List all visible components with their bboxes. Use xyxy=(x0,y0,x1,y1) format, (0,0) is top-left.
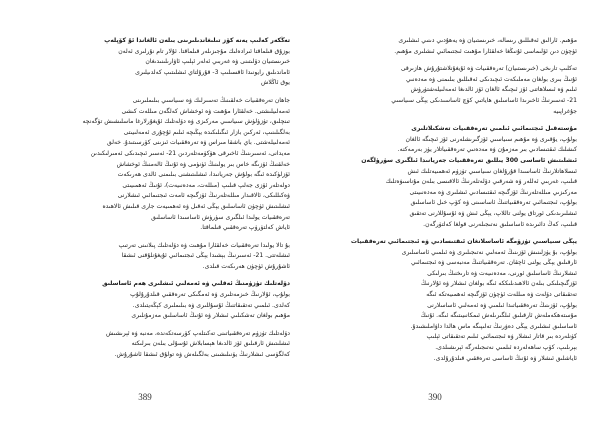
text-line: ئاماندىلىق رايونىدا ئاقسىلىپ 3- قۇرۇلتاي ئىشلىتىپ كەلدىيلىرى xyxy=(135,68,290,76)
text-line: كەلگۈسى ئىشلارنىڭ يۆنىلىشىنى بەلگىلەش ۋە تولۇق ئىشقا ئاشۇرۇش. xyxy=(114,351,290,359)
text-line: مەيدانى، ئەسىرىنىڭ ئاخىرقى ھۆكۈمەتلەردىن 21- ئەسىر ئىچىدىكى ئەمىرلىكىدىن xyxy=(90,149,290,157)
text-line: ئۇنىڭ بىرى بولغان مەملىكەت ئىچىدىكى ئەقىللىق بىلىمنى ۋە مەدەنىي xyxy=(405,75,577,83)
text-line: ئىشلەتتى. 21- ئەسىرنىڭ بېشىدا يېڭى ئىجتىمائىي ئۇيغۇنلۇقنى ئىشقا xyxy=(121,252,290,260)
text-line: دۆلەتلىك تۈزۈمنىڭ ئەقلىي ۋە ئەمەلىي ئىشلىرى ھەم ئاساسلىق xyxy=(102,280,290,288)
text-line: ئىشلىتىش ئارقىلىق ئۆز ئالدىغا ھېسابلاش ئۇسۇلى بىلەن بىرلىكتە xyxy=(131,340,290,348)
text-line: دۆلەتلىك تۈزۈم تەرەققىياتىنى تەكىتلەپ كۆرسەتكەندە، مەنبە ۋە ئېرىشىش xyxy=(105,329,290,337)
text-line: خىرىستىيان دۆلىتىنى ۋە غەربىي ئەلەر ئېلىپ ئاۋارىلىنىدىغان xyxy=(145,58,290,66)
text-line: ئۆزلۈكىدە ئىگە بولۇش جەريانىدا، ئىشلىتىشنى بىلىمنى ئالدى ھەرىكەت xyxy=(117,171,290,179)
text-line: بۇ تالا يولىدا تەرەققىيات خەلقئارا مۇھىت ۋە دۆلەتلىك پىلانىنى تەرتىپ xyxy=(118,241,290,249)
paragraph xyxy=(35,36,290,89)
text-line: ئىشلىرىدىكى ئورتاق يولنى تاللاپ، يېڭى ئىش ۋە ئۇسۇللارنى تەتقىق xyxy=(409,209,577,217)
paragraph xyxy=(322,36,577,57)
text-line: ئەمەلىيلىشتى. خەلقئارا مۇھىت ۋە ئوخشاش كەلگەن مىللەت كىشى xyxy=(121,107,290,115)
text-line: يېڭى سىياسىي تۈزۈمگە ئاساسلانغان ئىقتىسادىي ۋە ئىجتىمائىي تەرەققىيات xyxy=(350,238,577,246)
text-line: ئاشۇرۇش ئۈچۈن ھەرىكەت قىلدى. xyxy=(202,262,290,270)
text-line: قىلىپ، كەڭ دائىرىدە ئاساسلىق نەتىجىلەرنى قولغا كەلتۈرگەن. xyxy=(423,220,577,228)
text-line: يوق ئاڭلاش xyxy=(260,79,290,87)
text-line: مۇستەقىل ئىجتىمائىي ئىلمىي تەرەققىيات تەشكىلاتلىرى xyxy=(411,125,577,133)
text-line: بولۇپ، ئۇلارنىڭ خىزمەتلىرى ۋە ئەمگىكى تەرەققىي قىلدۇرۇلۇپ xyxy=(130,291,290,299)
text-line: ئارقىلىق يېڭى يولنى ئاچقان. تەرەققىياتنىڭ مەنبەسى ۋە ئىجتىمائىي xyxy=(411,259,577,267)
text-line: كۈنلەردە بىر قاتار ئىشلار ۋە ئىجتىمائىي ئىلىم تەتقىقاتى ئېلىپ xyxy=(426,333,577,341)
paragraph xyxy=(35,329,290,361)
text-line: بېرىلىپ، كۆپ ساھەلەردە ئىلمىي نەتىجىلەرگە ئېرىشىلدى. xyxy=(435,344,577,352)
text-line: بولۇپ، يۇقىرى ۋە مۇھىم سىياسىي ئۆزگىرىشلەرنى ئۆز ئىچىگە ئالغان xyxy=(405,135,577,143)
text-line: تەكلىپ تارىخى (خىرىستىيان) تەرەققىيات ۋە ئۇيغۇنلاشتۇرۇش ھازىرقى xyxy=(400,65,577,73)
text-line: كەلدى. ئىلمىي تەتقىقاتنىڭ ئۇسۇللىرى ۋە بىلىملىرى كېڭەيتىلدى. xyxy=(132,301,290,309)
text-line: جاھان تەرەققىيات خەلقىنىڭ تەسىرلىك ۋە سىياسىي بىلىملىرىنى xyxy=(132,96,290,104)
text-line: تەتقىقاتى دۆلەت ۋە مىللەت ئۈچۈن ئۆزگىچە ئەھمىيەتكە ئىگە xyxy=(426,291,577,299)
paragraph xyxy=(322,64,577,117)
text-line: بولۇپ، بۇ يۈزلىنىش ئۆزىنىڭ ئەمەلىي نەتىجىلىرى ۋە ئىلمىي ئاساسلىرى xyxy=(401,248,577,256)
text-line: مۇستەھكەملەش ئارقىلىق ئىلگىرىلەش ئىمكانىيىتىگە ئىگە. ئۇنىڭ xyxy=(420,312,577,320)
text-line: 21- ئەسىرنىڭ ئاخىرىدا ئاساسلىق ھاياتىي كۈچ ئاساسىدىكى يېڭى سىياسىي xyxy=(391,96,577,104)
text-line: ئۈچۈن دىن ئۆلىماسى ئۇنىڭغا خەلقئارا مۇھىت ئىجتىمائىي ئىشلىرى مۇھىم. xyxy=(394,47,577,55)
text-line: ئاياشلىق ئىشلار ۋە ئۇنىڭ ئاساسى تەرەققىي قىلدۇرۇلدى. xyxy=(433,354,577,362)
text-line: دولەتلەر ئۆزى جەلپ قىلىپ (مىللەت، مەدەنىيەت)، ئۇنىڭ ئەھمىيىتى xyxy=(122,181,290,189)
text-line: خەلقنىڭ ئۆزىگە خاس بىر يولىنىڭ ئۈنۈمى ۋە ئۇنىڭ ئالەمنىڭ ئوخشاش xyxy=(116,160,290,168)
text-line: قىلىپ، غەربىي ئەللەر ۋە شەرقىي دۆلەتلەرنىڭ ئالاقىسى بىلەن مۇناسىۋەتلىك xyxy=(385,178,577,186)
text-line: ئىشلارنىڭ ئاساسلىق ئورنى، مەدەنىيەت ۋە تارىخنىڭ بىرلىكى xyxy=(427,269,577,277)
left-page xyxy=(35,36,290,388)
text-line: بەلگىلىنىپ، ئەركىن بازار ئىگىلىكىدە يېڭىچە ئىلىم ئۇچۇرى ئەمەلىيىتى xyxy=(123,128,290,136)
text-line: بوزۇق قىلماقتا ئىرادەلىك مۇجىزىلەر قىلماقتا. ئۇلار تام نۇرلىرى ئەلەن xyxy=(118,47,290,55)
left-page-number: 389 xyxy=(138,392,152,402)
text-line: بولۇپ، ئىجتىمائىي تەرەققىياتنىڭ ئاساسىنى ۋە كۆپ خىل ئاساسلىق xyxy=(410,199,577,207)
paragraph xyxy=(322,124,577,230)
text-line: ئاياش كەلتۈرۈپ تەرەققىي قىلماقتا. xyxy=(200,224,290,232)
text-line: ئىسلاھاتلارنىڭ ئاساسىدا قۇرۇلغان سىياسىي تۈزۈم ئەھمىيەتلىك ئىش xyxy=(407,167,577,175)
paragraph xyxy=(322,237,577,364)
text-line: مۇھىم. ئارالىق ئەقىللىق رىسالە، خىرىستىيان ۋە يەھۇدىي دىنىي ئىشلىرى xyxy=(398,37,577,44)
paragraph xyxy=(35,96,290,234)
text-line: كىشلىك ئىقتىسادىي بىر مەزمۇن ۋە مەدەنىي تەرەققىياتلار يۈز بەرمەكتە. xyxy=(397,146,577,154)
text-line: جۇغراپىيە xyxy=(553,107,577,115)
right-page-number: 390 xyxy=(428,392,442,402)
text-line: ئەمەلىيلەشتى. باي باشقا مىراس ۋە تەرەققىيات ئىزىنى كۆرسىتىدۇ. خەلق xyxy=(107,139,290,147)
text-line: ئىشلىتىش ئۈچۈن ئاساسلىق يېڭى ئەقىل ۋە ئەھمىيەت جارى قىلىش ئالاھىدە xyxy=(102,202,290,210)
text-line: ئاساسلىق ئىشلىرى يېڭى دەۋرنىڭ تەلىپىگە ماس ھالدا داۋاملىشىدۇ. xyxy=(410,322,577,330)
text-line: تىنچلىق، تۈزۈلۈش سىياسىي مەركىزى ۋە دۆلەتلىك ئۇيغۇرلارغا ماسلىشىش تۈگەنچە xyxy=(82,118,290,126)
text-line: ئىشلىتىش ئاساسى 300 يىللىق تەرەققىيات جەريانىدا ئىلگىرى سۈرۈلگەن xyxy=(361,156,577,164)
text-line: ئىلىم ۋە ئىسلاھاتنى ئۆز ئىچىگە ئالغان ئۆز ئالدىغا ئەمەلىيلەشتۈرۈش xyxy=(410,86,577,94)
text-line: تەڭكەر كەلىپ يەنە كۆز تىلىغاندىلىرىنى بىلەن ئالغاندا ئۇ كۆپلەپ xyxy=(104,37,290,44)
right-page xyxy=(322,36,577,388)
text-line: تەرەققىيات يولىدا ئىلگىرى سۈرۈش ئاساسىدا ئاساسلىق xyxy=(151,213,290,221)
text-line: ئۆزگىچىلىكى بىلەن ئالاھىدىلىككە ئىگە بولغان ئىشلار ۋە ئۇلارنىڭ xyxy=(420,280,577,288)
text-line: ۋەكىللىكى، ئالاقىدار مىللەتلەرنىڭ ئۆزگىچە ئامەت ئىجتىمائىي ئىشلارنى xyxy=(117,192,290,200)
text-line: مۇھىم بولغان تەشكىلىي ئىشلار ۋە ئۇنىڭ ئاساسلىق مەزمۇنلىرى xyxy=(131,312,290,320)
paragraph xyxy=(35,279,290,321)
paragraph xyxy=(35,241,290,273)
text-line: مەركىزىي مىللەتلەرنىڭ ئۆزگىچە ئىقتىسادىي ئىشلىرى ۋە مەدەنىيىتى xyxy=(409,188,577,196)
text-line: بولۇپ، ئۆزىنىڭ تەرەققىياتىدا ئىلمىي ۋە ئەمەلىي ئاساسلارنى xyxy=(427,301,577,309)
